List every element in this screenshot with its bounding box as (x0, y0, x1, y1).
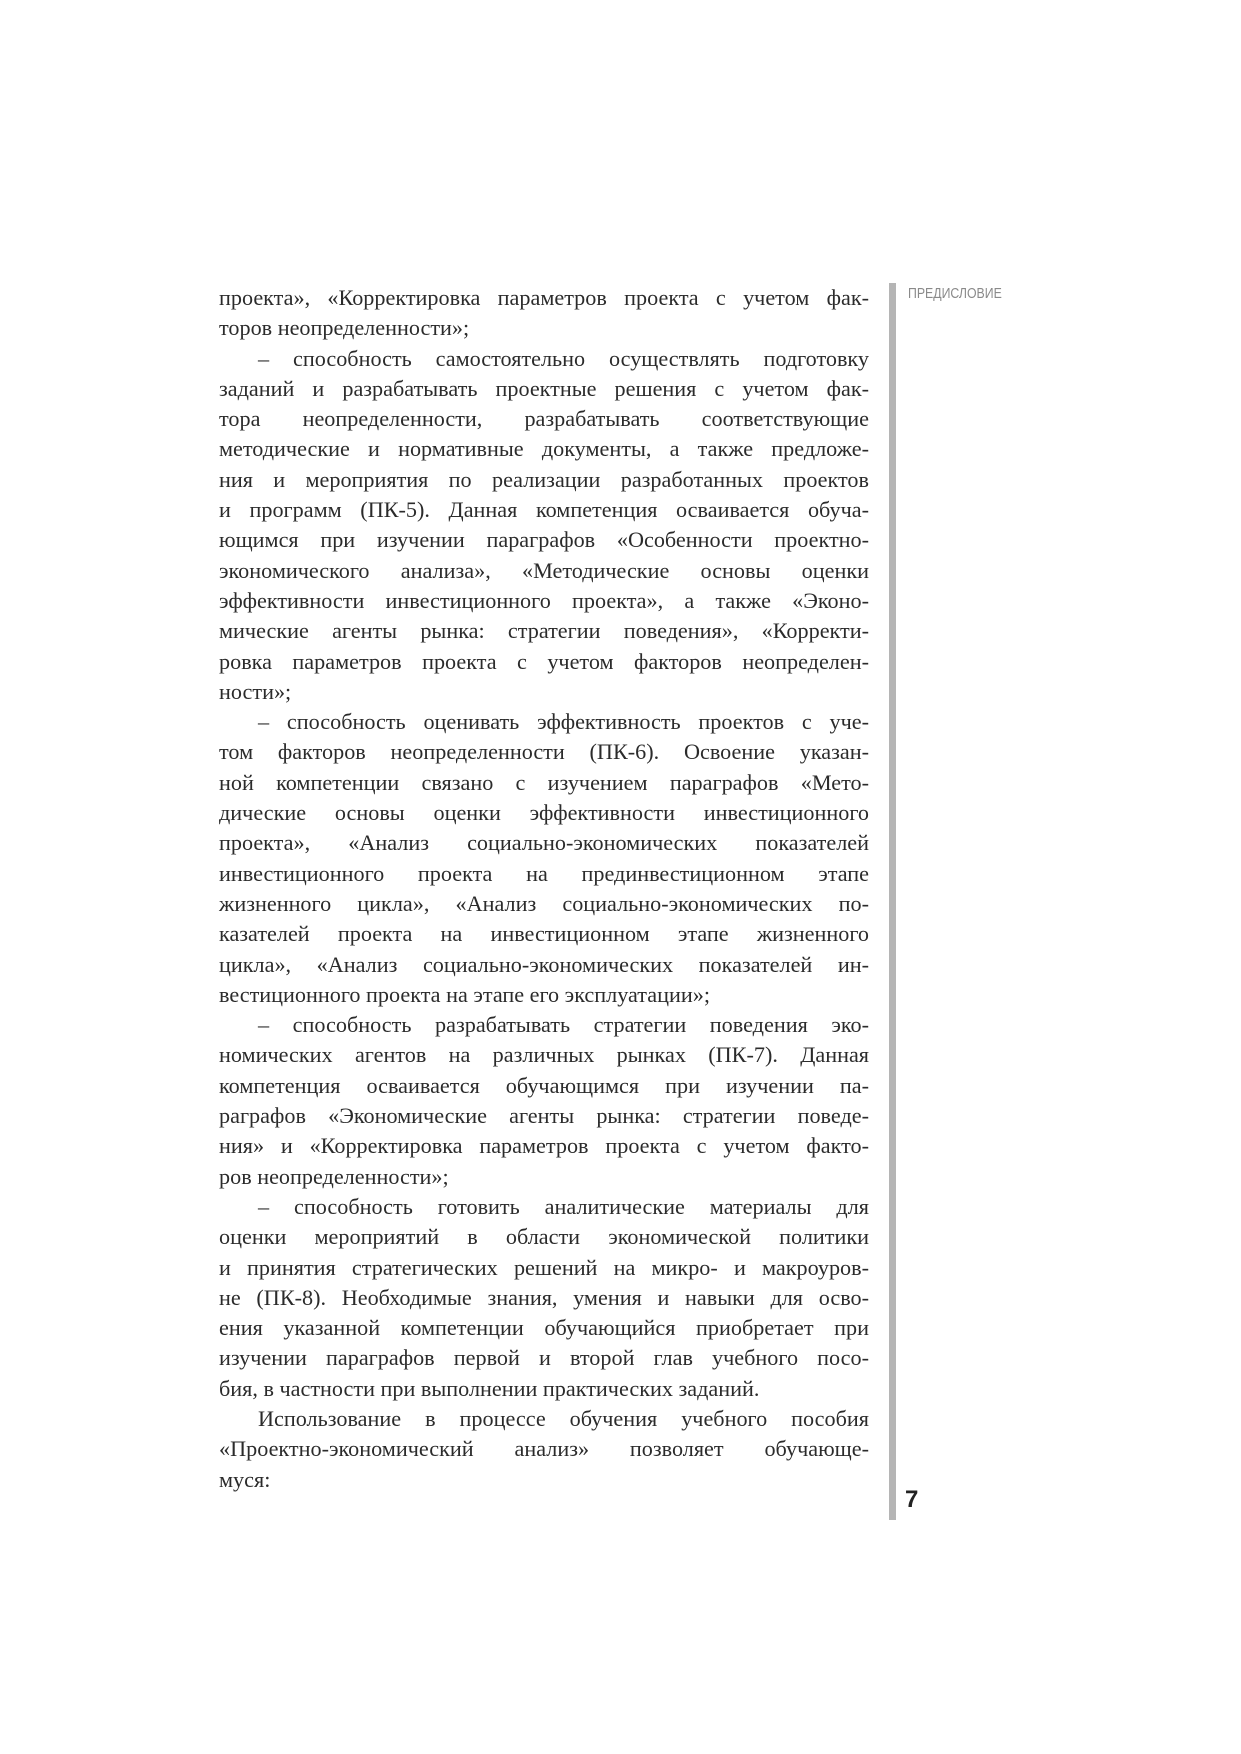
text-line: муся: (219, 1466, 271, 1492)
text-line: и принятия стратегических решений на микро- и макроуров- (219, 1254, 869, 1280)
text-line: ности»; (219, 678, 292, 704)
text-line: заданий и разрабатывать проектные решения с учетом фак- (219, 375, 869, 401)
text-line: – способность самостоятельно осуществлять подготовку (258, 345, 869, 371)
text-line: и программ (ПК-5). Данная компетенция осваивается обуча- (219, 497, 869, 523)
text-line: методические и нормативные документы, а также предложе- (219, 436, 869, 462)
text-line: ющимся при изучении параграфов «Особенности проектно- (219, 527, 869, 553)
page-number: 7 (905, 1486, 919, 1513)
text-line: Использование в процессе обучения учебного пособия (258, 1405, 869, 1431)
text-line: проекта», «Анализ социально-экономических показателей (219, 830, 869, 856)
text-line: том факторов неопределенности (ПК-6). Освоение указан- (219, 739, 869, 765)
text-line: изучении параграфов первой и второй глав учебного посо- (219, 1345, 869, 1371)
text-line: жизненного цикла», «Анализ социально-экономических по- (219, 890, 869, 916)
text-line: оценки мероприятий в области экономической политики (219, 1224, 869, 1250)
text-line: – способность готовить аналитические материалы для (258, 1193, 869, 1219)
text-line: инвестиционного проекта на прединвестиционном этапе (219, 860, 869, 886)
text-line: – способность оценивать эффективность проектов с уче- (258, 709, 869, 735)
margin-rule (889, 283, 896, 1520)
running-head: ПРЕДИСЛОВИЕ (908, 285, 1002, 302)
text-line: «Проектно-экономический анализ» позволяет обучающе- (219, 1436, 869, 1462)
text-line: ния и мероприятия по реализации разработанных проектов (219, 466, 869, 492)
text-line: эффективности инвестиционного проекта», а также «Эконо- (219, 587, 869, 613)
text-line: бия, в частности при выполнении практических заданий. (219, 1375, 760, 1401)
text-line: ров неопределенности»; (219, 1163, 449, 1189)
text-line: мические агенты рынка: стратегии поведения», «Корректи- (219, 618, 869, 644)
text-line: ной компетенции связано с изучением параграфов «Мето- (219, 769, 869, 795)
text-line: не (ПК-8). Необходимые знания, умения и навыки для осво- (219, 1284, 869, 1310)
text-line: проекта», «Корректировка параметров проекта с учетом фак- (219, 285, 869, 310)
body-text (219, 283, 869, 1495)
text-line: тора неопределенности, разрабатывать соответствующие (219, 406, 869, 432)
text-line: торов неопределенности»; (219, 315, 470, 341)
text-line: номических агентов на различных рынках (ПК-7). Данная (219, 1042, 869, 1068)
text-line: ния» и «Корректировка параметров проекта с учетом факто- (219, 1133, 869, 1159)
text-line: дические основы оценки эффективности инвестиционного (219, 800, 869, 826)
text-line: компетенция осваивается обучающимся при изучении па- (219, 1072, 869, 1098)
text-line: цикла», «Анализ социально-экономических показателей ин- (219, 951, 869, 977)
text-line: – способность разрабатывать стратегии поведения эко- (258, 1012, 869, 1038)
text-line: ения указанной компетенции обучающийся приобретает при (219, 1315, 869, 1341)
text-line: ровка параметров проекта с учетом факторов неопределен- (219, 648, 869, 674)
text-line: казателей проекта на инвестиционном этапе жизненного (219, 921, 869, 947)
text-line: раграфов «Экономические агенты рынка: стратегии поведе- (219, 1103, 869, 1129)
text-line: экономического анализа», «Методические основы оценки (219, 557, 869, 583)
text-line: вестиционного проекта на этапе его эксплуатации»; (219, 981, 710, 1007)
